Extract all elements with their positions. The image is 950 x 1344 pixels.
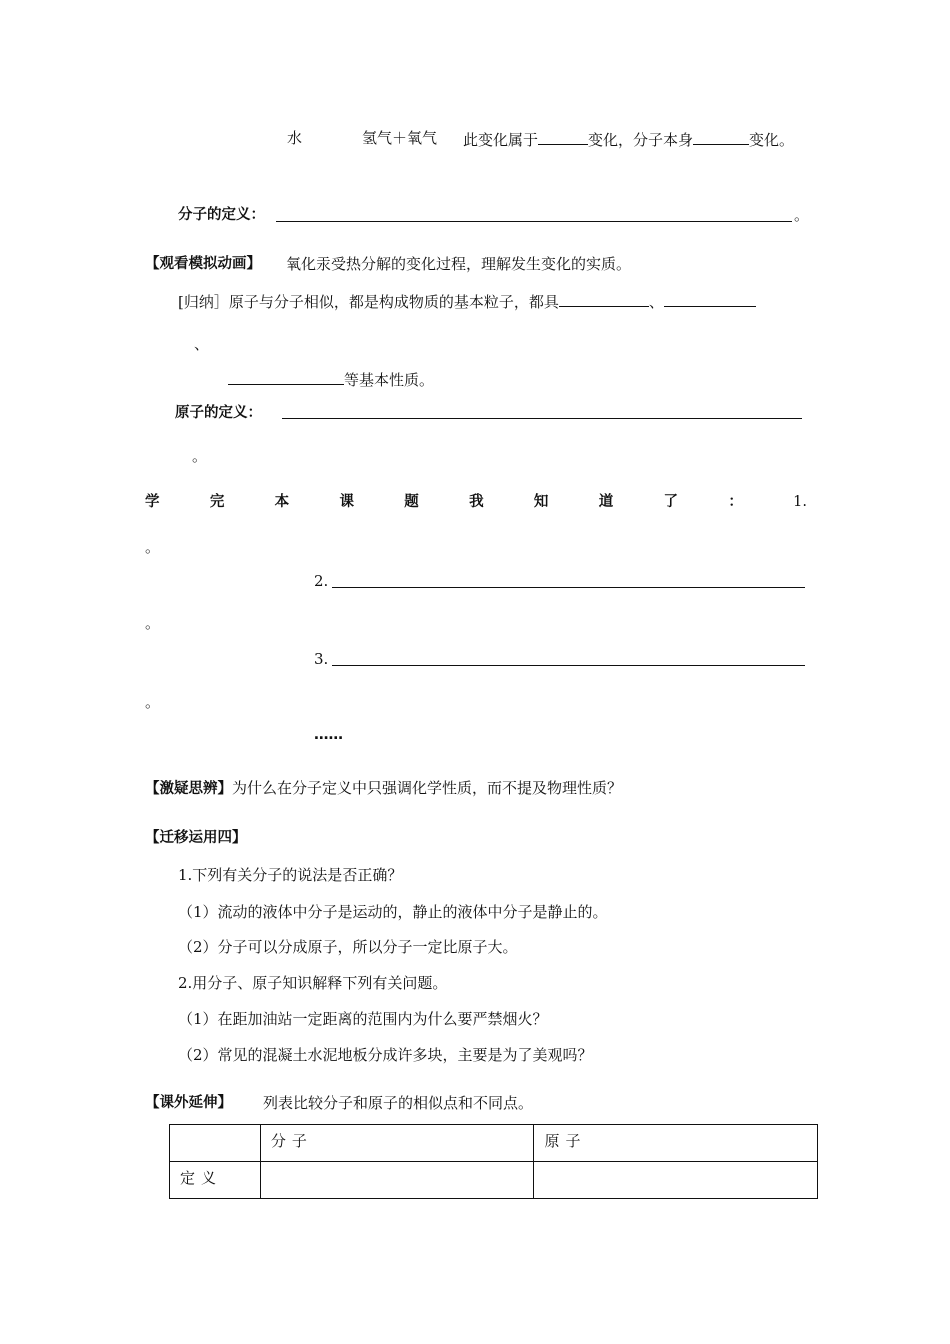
reaction-reactant: 水 (287, 129, 303, 147)
animation-tag: 【观看模拟动画】 (145, 256, 261, 272)
learned-char: ： (728, 494, 743, 510)
table-cell: 定义 (170, 1162, 261, 1199)
blank-property-2[interactable] (664, 290, 756, 307)
question-tag: 【激疑思辨】 (145, 781, 232, 797)
animation-text: 氧化汞受热分解的变化过程，理解发生变化的实质。 (286, 255, 632, 273)
learned-item-2-end: 。 (145, 614, 161, 632)
blank-property-1[interactable] (559, 290, 649, 307)
reaction-text-2: 变化，分子本身 (588, 131, 694, 149)
transfer-q2a: （1）在距加油站一定距离的范围内为什么要严禁烟火？ (178, 1010, 548, 1028)
learned-item-1-number: 1. (793, 494, 807, 510)
molecule-definition-blank[interactable] (276, 221, 792, 222)
table-header-cell: 分子 (260, 1125, 534, 1162)
learned-char: 道 (598, 494, 614, 510)
table-header-cell: 原子 (534, 1125, 818, 1162)
comparison-table (169, 1124, 818, 1199)
learned-item-3-end: 。 (145, 693, 161, 711)
learned-char: 了 (663, 494, 678, 510)
atom-definition-label: 原子的定义： (175, 405, 262, 421)
learned-char: 知 (533, 494, 549, 510)
summary-end: 等基本性质。 (344, 371, 435, 389)
learned-heading (145, 492, 807, 512)
summary-line-1 (178, 290, 756, 312)
molecule-definition-end: 。 (794, 206, 810, 224)
summary-text: [归纳］原子与分子相似，都是构成物质的基本粒子，都具 (178, 293, 559, 311)
extension-text: 列表比较分子和原子的相似点和不同点。 (263, 1094, 534, 1112)
table-cell[interactable] (534, 1162, 818, 1199)
learned-item-2-blank[interactable] (332, 587, 805, 588)
blank-change-type[interactable] (538, 128, 588, 145)
transfer-q1: 1.下列有关分子的说法是否正确？ (178, 866, 403, 884)
reaction-products: 氢气＋氧气 (362, 129, 438, 147)
atom-definition-end: 。 (192, 447, 208, 465)
transfer-q1b: （2）分子可以分成原子，所以分子一定比原子大。 (178, 938, 518, 956)
question-text: 为什么在分子定义中只强调化学性质，而不提及物理性质？ (232, 779, 623, 797)
table-row (170, 1162, 818, 1199)
transfer-q2: 2.用分子、原子知识解释下列有关问题。 (178, 974, 448, 992)
summary-sep-2: 、 (194, 335, 210, 353)
extension-tag: 【课外延伸】 (145, 1095, 232, 1111)
blank-property-3[interactable] (228, 368, 344, 385)
blank-molecule-change[interactable] (693, 128, 749, 145)
reaction-text-1: 此变化属于 (463, 131, 539, 149)
learned-item-3-number: 3. (314, 650, 329, 668)
atom-definition-blank[interactable] (282, 418, 802, 419)
question-line (145, 778, 622, 799)
learned-char: 本 (274, 494, 290, 510)
learned-char: 题 (404, 494, 419, 510)
learned-char: 学 (145, 494, 160, 510)
table-header-row (170, 1125, 818, 1162)
reaction-statement (463, 128, 794, 150)
transfer-q2b: （2）常见的混凝土水泥地板分成许多块，主要是为了美观吗？ (178, 1046, 593, 1064)
molecule-definition-label: 分子的定义： (178, 207, 265, 223)
learned-ellipsis: …… (314, 727, 343, 743)
table-cell[interactable] (260, 1162, 534, 1199)
learned-item-2-number: 2. (314, 572, 329, 590)
learned-char: 课 (339, 494, 354, 510)
learned-item-1-end: 。 (145, 538, 161, 556)
transfer-tag: 【迁移运用四】 (145, 830, 247, 846)
summary-sep-1: 、 (648, 293, 664, 311)
learned-char: 完 (209, 494, 225, 510)
learned-char: 我 (469, 494, 484, 510)
summary-line-3 (228, 368, 434, 390)
learned-item-3-blank[interactable] (332, 665, 805, 666)
transfer-q1a: （1）流动的液体中分子是运动的，静止的液体中分子是静止的。 (178, 903, 608, 921)
reaction-text-3: 变化。 (749, 131, 795, 149)
table-header-cell (170, 1125, 261, 1162)
